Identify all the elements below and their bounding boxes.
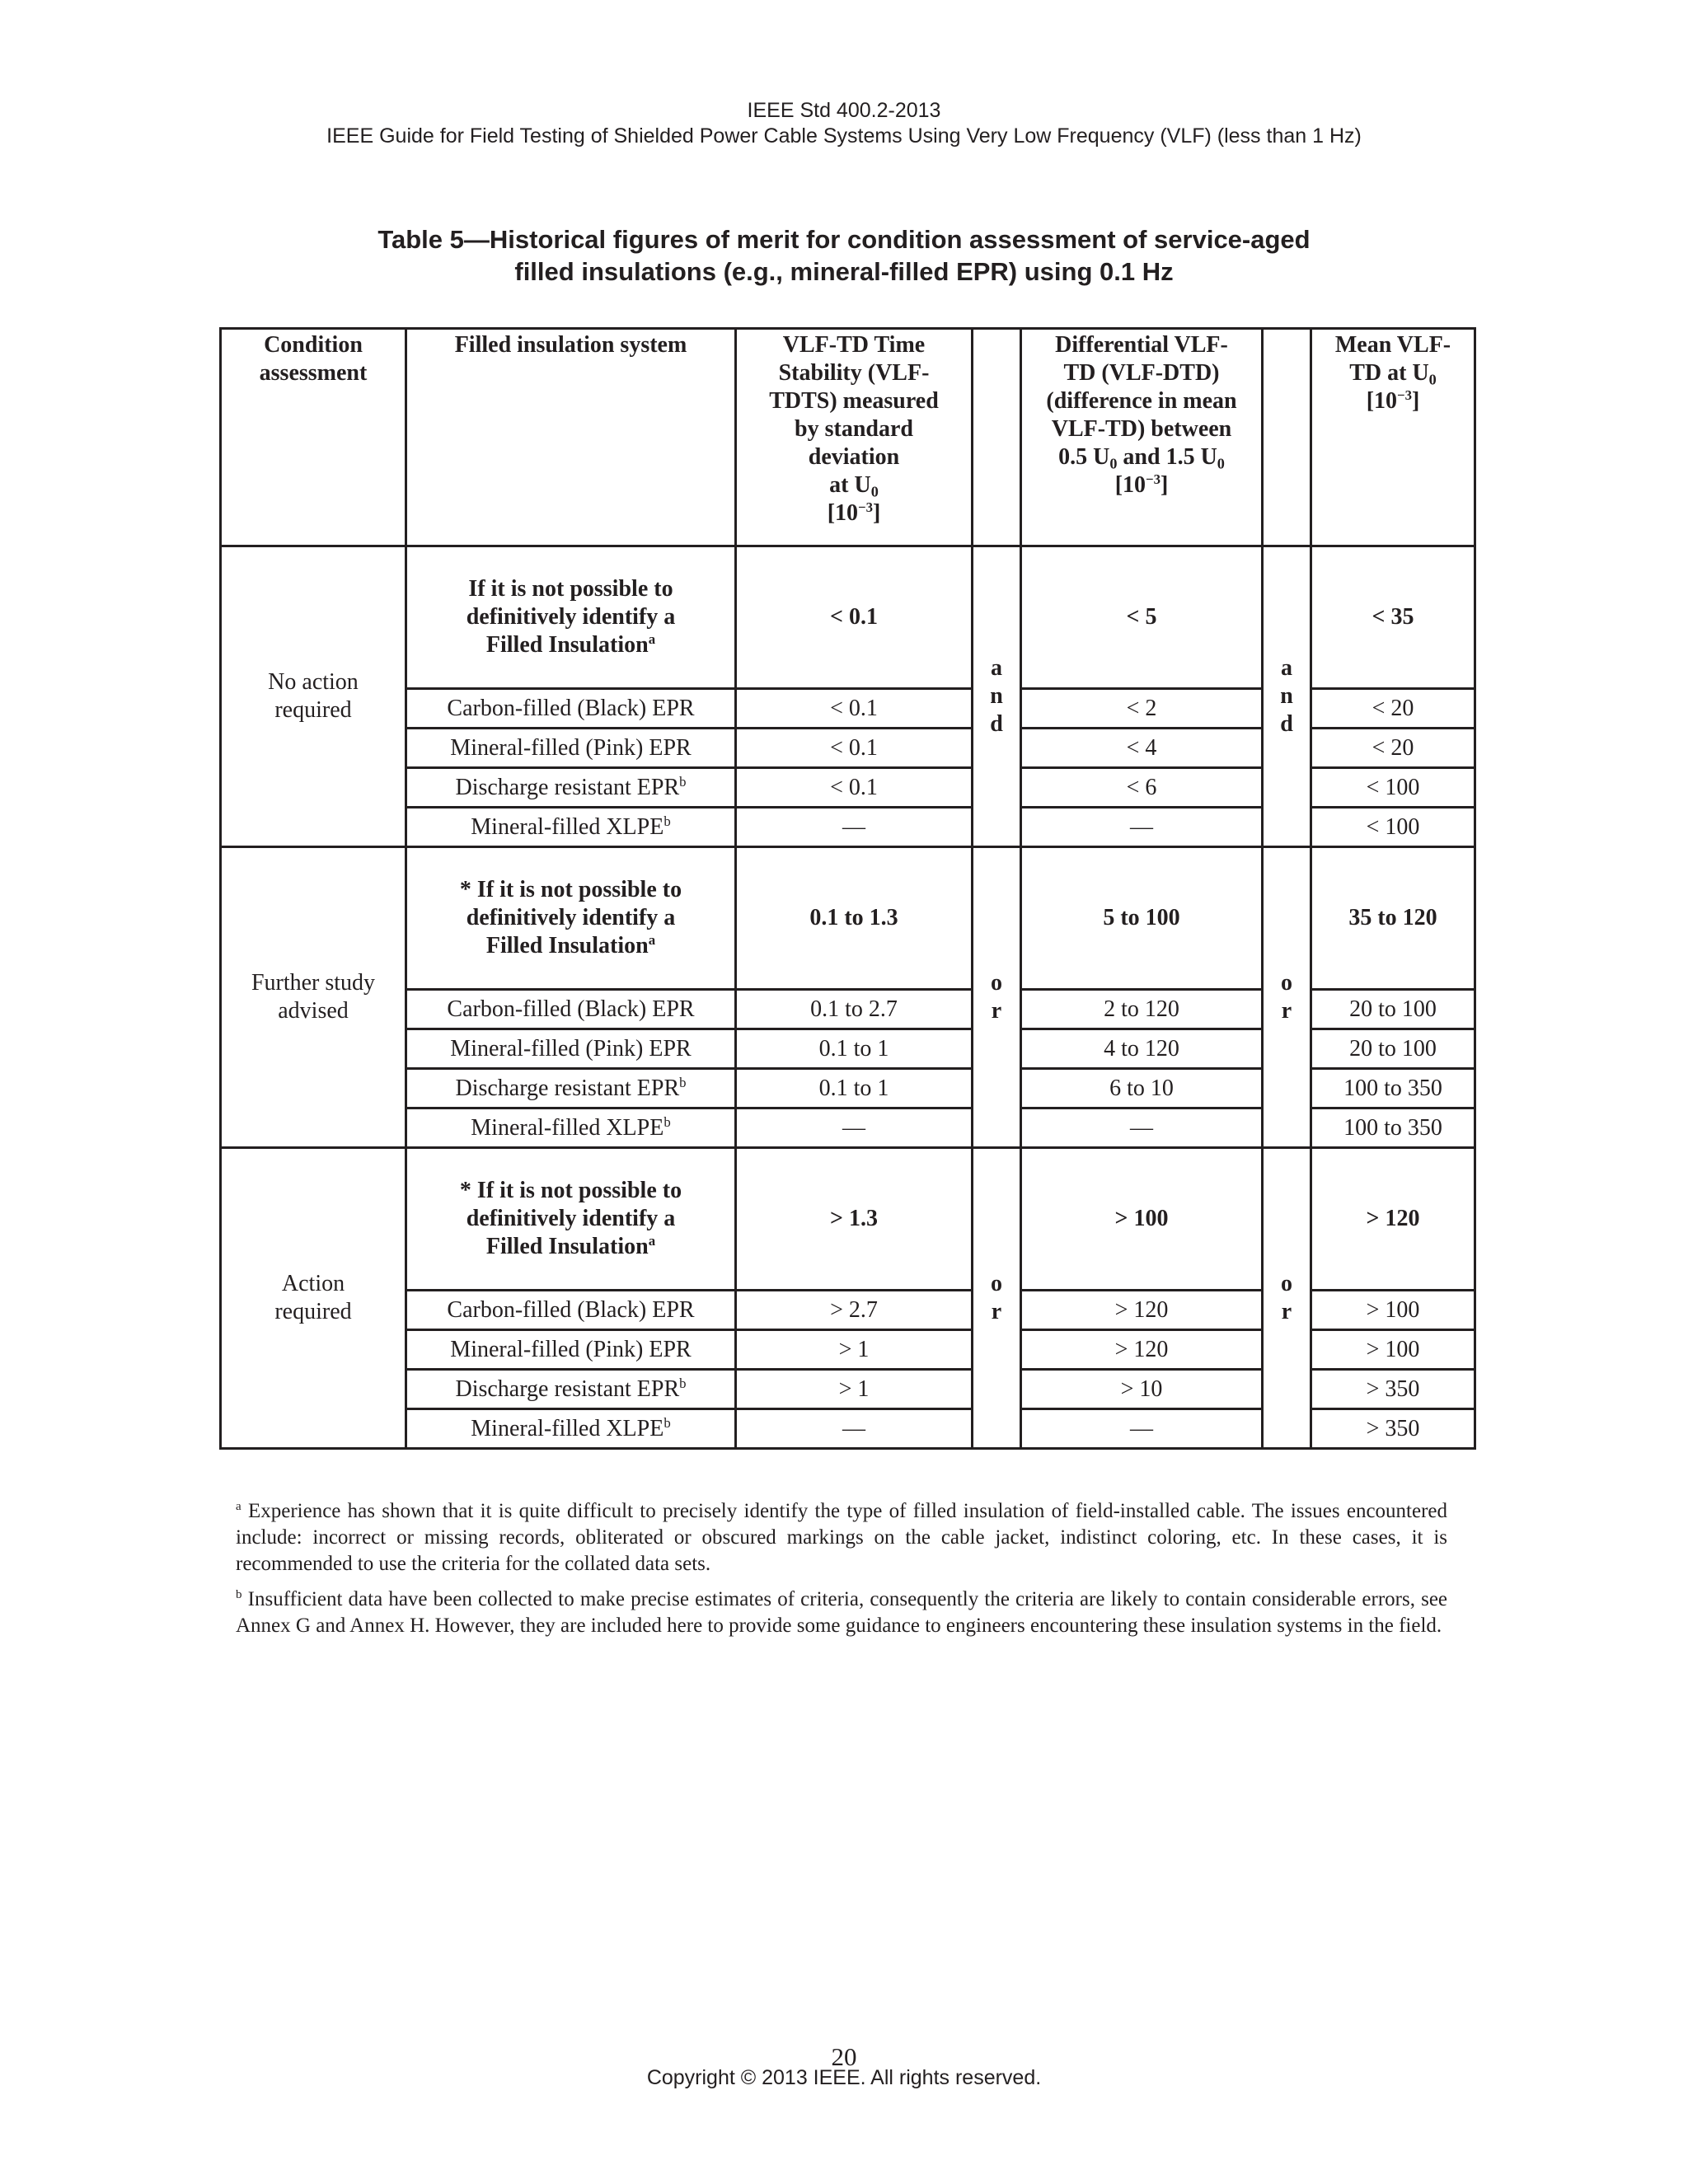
tdts-cell: < 0.1	[736, 729, 973, 768]
tdts-cell: —	[736, 1108, 973, 1148]
dtd-cell: < 5	[1021, 546, 1263, 689]
conjunction-cell: a n d	[973, 546, 1021, 847]
dtd-cell: < 2	[1021, 689, 1263, 729]
tdts-cell: —	[736, 808, 973, 847]
conjunction-cell: o r	[1263, 847, 1311, 1148]
col-header-condition: Condition assessment	[221, 329, 406, 546]
mean-cell: 35 to 120	[1311, 847, 1475, 990]
conjunction-cell: a n d	[1263, 546, 1311, 847]
system-cell: * If it is not possible to definitively identify a Filled Insulation$^a$	[406, 847, 736, 990]
group-action-required	[221, 1148, 1475, 1449]
table-caption-line-2: filled insulations (e.g., mineral-filled EPR) using 0.1 Hz	[514, 257, 1174, 286]
conjunction-cell: o r	[973, 847, 1021, 1148]
footnote-a-marker: a	[236, 1500, 241, 1513]
system-cell: Mineral-filled (Pink) EPR	[406, 1330, 736, 1370]
mean-cell: > 100	[1311, 1330, 1475, 1370]
tdts-cell: < 0.1	[736, 689, 973, 729]
table-row	[221, 847, 1475, 990]
system-cell: Mineral-filled XLPE$^b$	[406, 808, 736, 847]
tdts-cell: 0.1 to 2.7	[736, 990, 973, 1029]
dtd-cell: > 10	[1021, 1370, 1263, 1409]
group-further-study-advised	[221, 847, 1475, 1148]
system-cell: Carbon-filled (Black) EPR	[406, 990, 736, 1029]
system-cell: Mineral-filled (Pink) EPR	[406, 1029, 736, 1069]
page-number: 20	[831, 2042, 857, 2071]
system-cell: Carbon-filled (Black) EPR	[406, 689, 736, 729]
mean-cell: > 350	[1311, 1370, 1475, 1409]
tdts-cell: 0.1 to 1	[736, 1029, 973, 1069]
footnote-b	[236, 1586, 1447, 1639]
col-header-mean-vlf-td: Mean VLF- TD at $U_0$ $[10^{-3}]$	[1311, 329, 1475, 546]
col-header-vlf-dtd: Differential VLF- TD (VLF-DTD) (difference in mean VLF-TD) between 0.5 $U_0$ and 1.5 $U_0$ $[10^{-3}]$	[1021, 329, 1263, 546]
footnote-a-text: Experience has shown that it is quite difficult to precisely identify the type of filled insulation of field-installed cable. The issues encountered include: incorrect or missing records, obliterated or obscured markings on the cable jacket, indistinct coloring, etc. In these cases, it is recommended to use the criteria for the collated data sets.	[236, 1500, 1448, 1575]
col-header-system: Filled insulation system	[406, 329, 736, 546]
tdts-cell: < 0.1	[736, 768, 973, 808]
system-cell: If it is not possible to definitively identify a Filled Insulation$^a$	[406, 546, 736, 689]
dtd-cell: —	[1021, 1108, 1263, 1148]
dtd-cell: 6 to 10	[1021, 1069, 1263, 1108]
dtd-cell: < 6	[1021, 768, 1263, 808]
tdts-cell: 0.1 to 1.3	[736, 847, 973, 990]
footnote-b-marker: b	[236, 1588, 242, 1601]
condition-cell: Action required	[221, 1148, 406, 1449]
system-cell: Discharge resistant EPR$^b$	[406, 1069, 736, 1108]
document-title: IEEE Guide for Field Testing of Shielded Power Cable Systems Using Very Low Frequency (VLF) (less than 1 Hz)	[326, 124, 1362, 148]
conjunction-cell: o r	[1263, 1148, 1311, 1449]
table-caption	[0, 223, 1688, 288]
mean-cell: 20 to 100	[1311, 990, 1475, 1029]
col-header-blank-1	[973, 329, 1021, 546]
group-no-action-required	[221, 546, 1475, 847]
system-cell: Mineral-filled XLPE$^b$	[406, 1409, 736, 1449]
mean-cell: 20 to 100	[1311, 1029, 1475, 1069]
dtd-cell: —	[1021, 808, 1263, 847]
dtd-cell: —	[1021, 1409, 1263, 1449]
system-cell: Discharge resistant EPR$^b$	[406, 1370, 736, 1409]
tdts-cell: > 1	[736, 1330, 973, 1370]
tdts-cell: > 2.7	[736, 1291, 973, 1330]
system-cell: Mineral-filled (Pink) EPR	[406, 729, 736, 768]
dtd-cell: > 100	[1021, 1148, 1263, 1291]
tdts-cell: < 0.1	[736, 546, 973, 689]
table-row	[221, 1148, 1475, 1291]
system-cell: Discharge resistant EPR$^b$	[406, 768, 736, 808]
mean-cell: < 35	[1311, 546, 1475, 689]
tdts-cell: > 1	[736, 1370, 973, 1409]
conjunction-cell: o r	[973, 1148, 1021, 1449]
figures-of-merit-table	[219, 327, 1476, 1450]
document-standard-number: IEEE Std 400.2-2013	[747, 99, 941, 122]
dtd-cell: > 120	[1021, 1330, 1263, 1370]
condition-cell: Further study advised	[221, 847, 406, 1148]
mean-cell: < 100	[1311, 808, 1475, 847]
dtd-cell: > 120	[1021, 1291, 1263, 1330]
mean-cell: 100 to 350	[1311, 1069, 1475, 1108]
mean-cell: < 20	[1311, 729, 1475, 768]
system-cell: Mineral-filled XLPE$^b$	[406, 1108, 736, 1148]
mean-cell: > 100	[1311, 1291, 1475, 1330]
tdts-cell: > 1.3	[736, 1148, 973, 1291]
mean-cell: > 120	[1311, 1148, 1475, 1291]
mean-cell: < 20	[1311, 689, 1475, 729]
table-caption-line-1: Table 5—Historical figures of merit for condition assessment of service-aged	[377, 225, 1311, 254]
dtd-cell: 4 to 120	[1021, 1029, 1263, 1069]
col-header-vlf-tdts: VLF-TD Time Stability (VLF- TDTS) measured by standard deviation at $U_0$ $[10^{-3}]$	[736, 329, 973, 546]
condition-cell: No action required	[221, 546, 406, 847]
copyright-notice: Copyright © 2013 IEEE. All rights reserved.	[646, 2066, 1042, 2089]
dtd-cell: 2 to 120	[1021, 990, 1263, 1029]
mean-cell: 100 to 350	[1311, 1108, 1475, 1148]
tdts-cell: 0.1 to 1	[736, 1069, 973, 1108]
tdts-cell: —	[736, 1409, 973, 1449]
system-cell: Carbon-filled (Black) EPR	[406, 1291, 736, 1330]
mean-cell: < 100	[1311, 768, 1475, 808]
table-row	[221, 546, 1475, 689]
dtd-cell: < 4	[1021, 729, 1263, 768]
system-cell: * If it is not possible to definitively identify a Filled Insulation$^a$	[406, 1148, 736, 1291]
col-header-blank-2	[1263, 329, 1311, 546]
dtd-cell: 5 to 100	[1021, 847, 1263, 990]
mean-cell: > 350	[1311, 1409, 1475, 1449]
footnote-b-text: Insufficient data have been collected to make precise estimates of criteria, consequently the criteria are likely to contain considerable errors, see Annex G and Annex H. However, they are included here to provide some guidance to engineers encountering these insulation systems in the field.	[236, 1588, 1448, 1637]
footnote-a	[236, 1498, 1447, 1577]
